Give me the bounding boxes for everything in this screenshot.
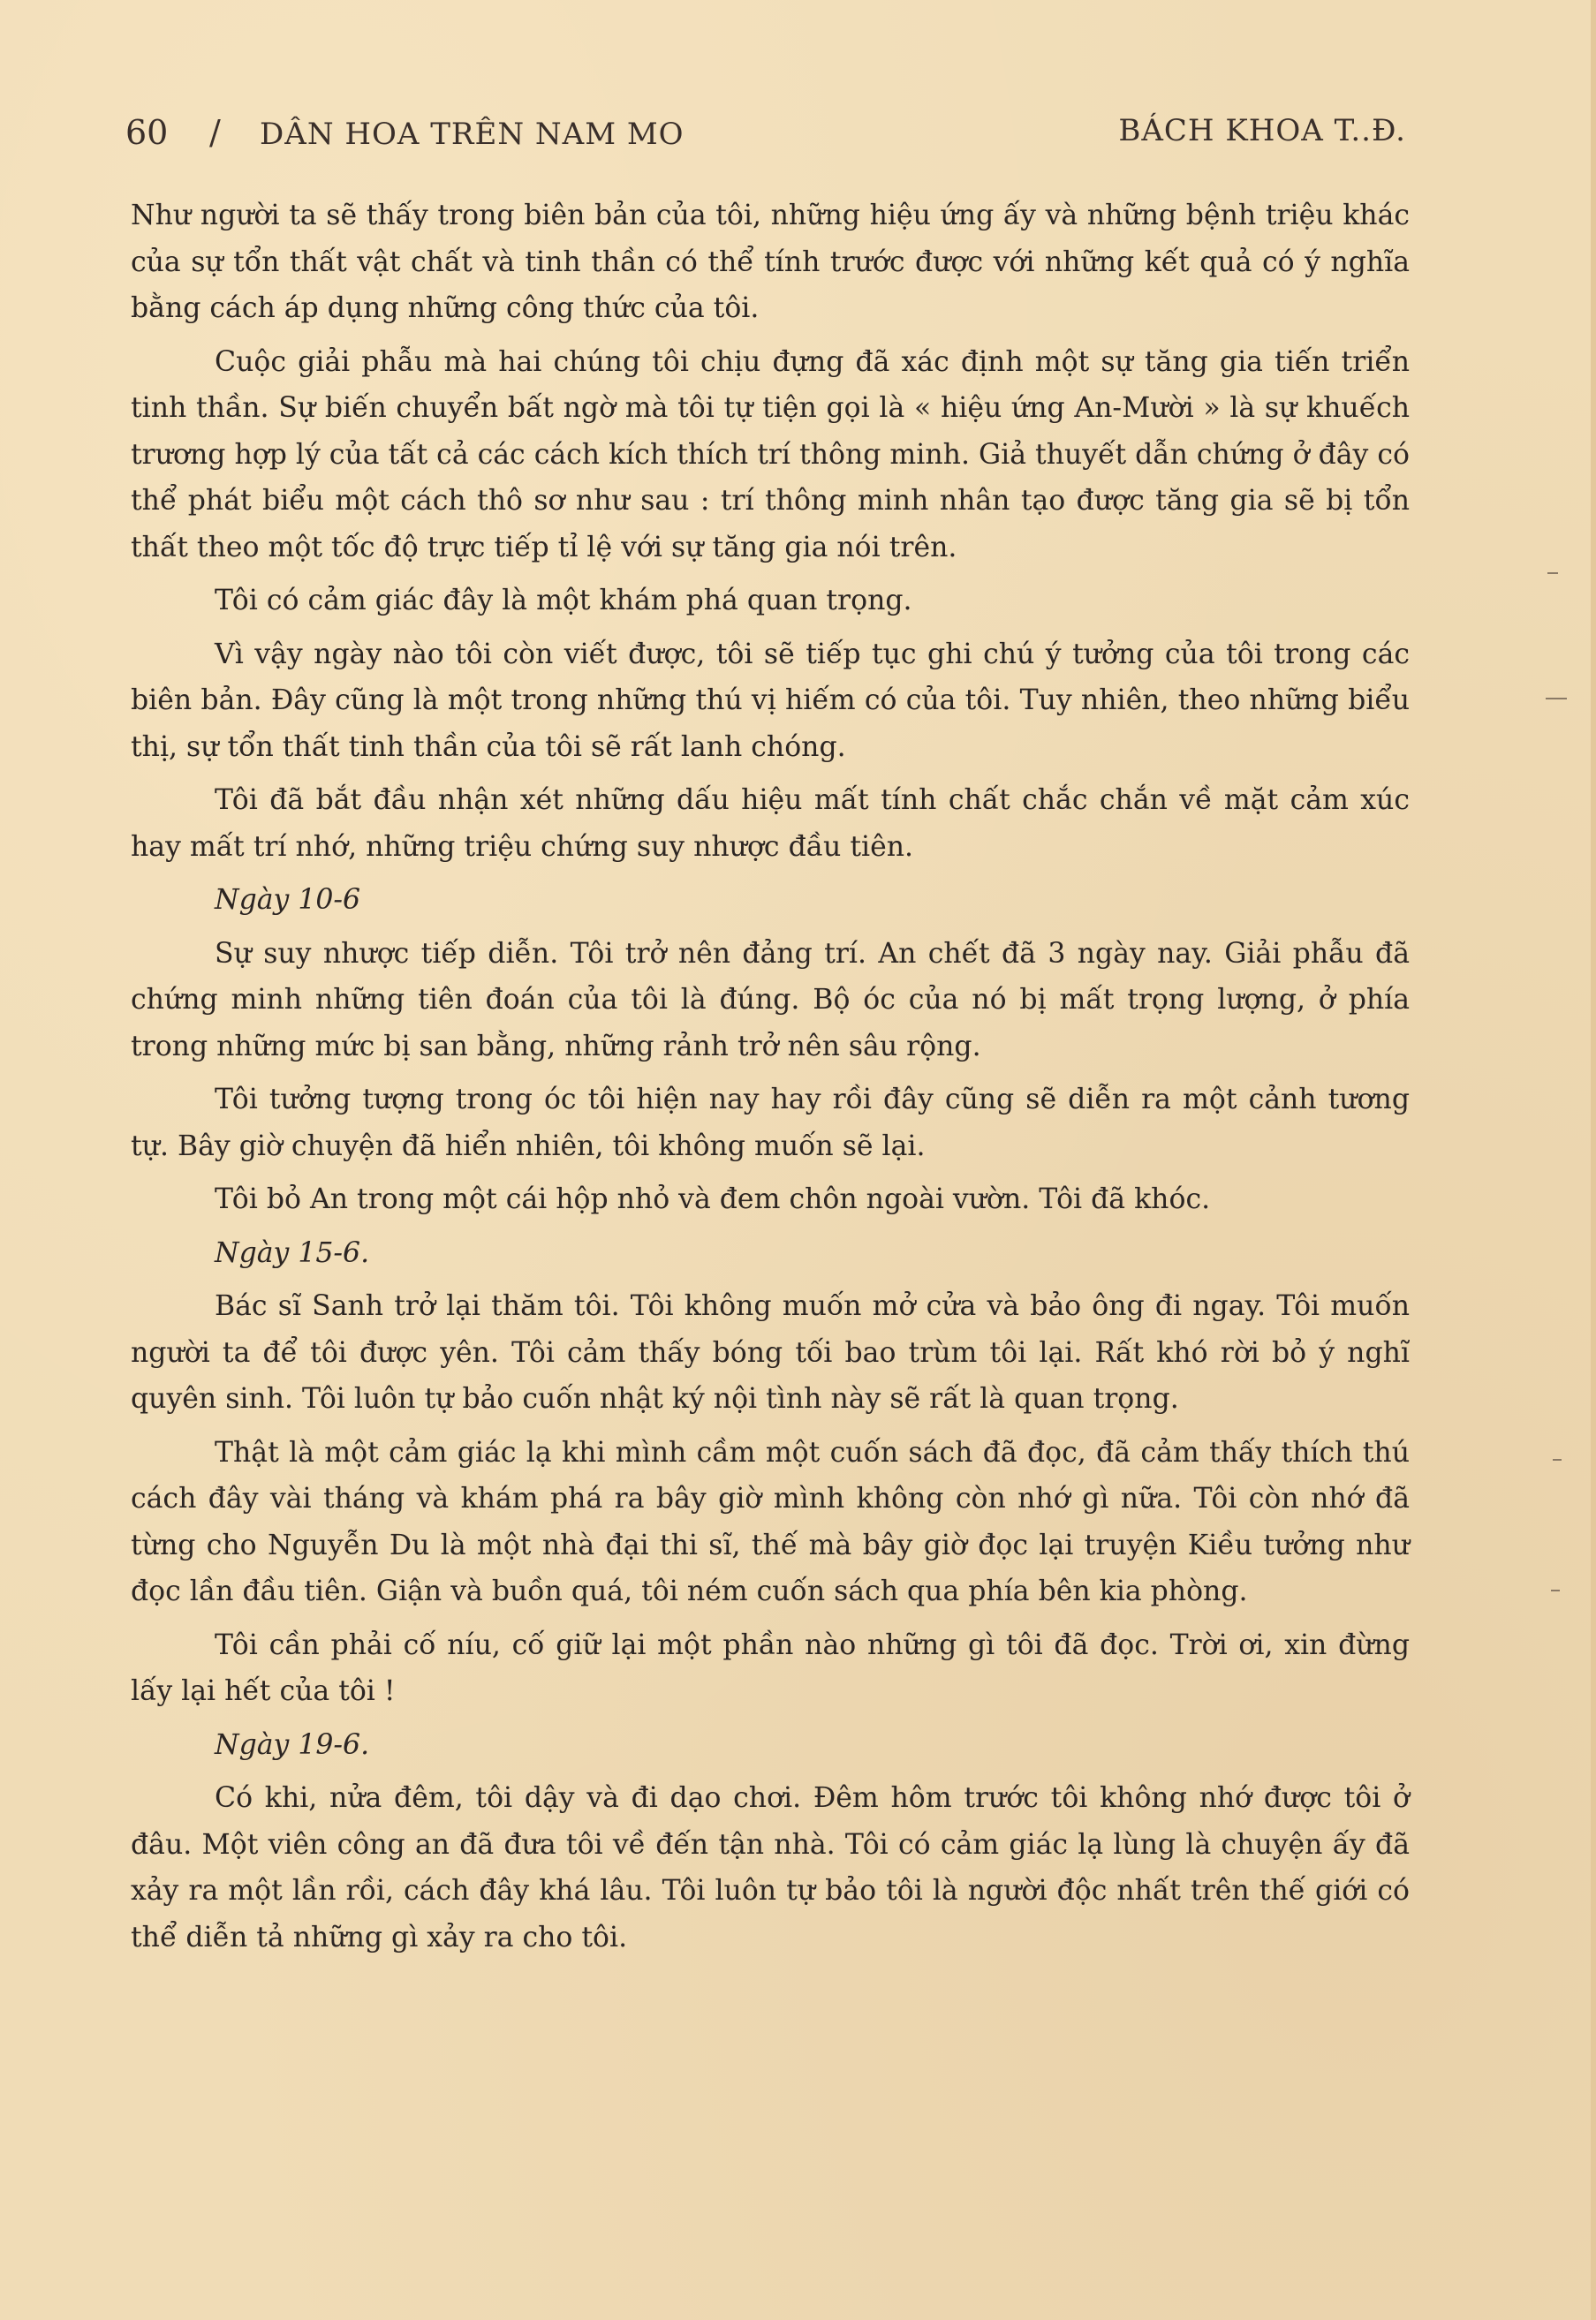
header-separator: /	[209, 113, 221, 152]
paragraph: Như người ta sẽ thấy trong biên bản của tôi, những hiệu ứng ấy và những bệnh triệu khác của sự tổn thất vật chất và tinh thần có thể tính trước được với những kết quả có ý nghĩa bằng cách áp dụng những công thức của tôi.	[131, 200, 1410, 324]
page-edge	[1591, 0, 1596, 2320]
paper-mark	[1551, 1590, 1560, 1591]
paragraph: Cuộc giải phẫu mà hai chúng tôi chịu đựng đã xác định một sự tăng gia tiến triển tinh thần. Sự biến chuyển bất ngờ mà tôi tự tiện gọi là « hiệu ứng An-Mười » là sự khuếch trương hợp lý của tất cả các cách kích thích trí thông minh. Giả thuyết dẫn chứng ở đây có thể phát biểu một cách thô sơ như sau : trí thông minh nhân tạo được tăng gia sẽ bị tổn thất theo một tốc độ trực tiếp tỉ lệ với sự tăng gia nói trên.	[131, 345, 1410, 563]
paragraph: Tôi cần phải cố níu, cố giữ lại một phần nào những gì tôi đã đọc. Trời ơi, xin đừng lấy lại hết của tôi !	[131, 1629, 1410, 1707]
paragraph: Tôi đã bắt đầu nhận xét những dấu hiệu mất tính chất chắc chắn về mặt cảm xúc hay mất trí nhớ, những triệu chứng suy nhược đầu tiên.	[131, 784, 1410, 863]
body-text	[131, 193, 1410, 1968]
diary-date: Ngày 10-6	[215, 884, 361, 916]
paragraph: Có khi, nửa đêm, tôi dậy và đi dạo chơi. Đêm hôm trước tôi không nhớ được tôi ở đâu. Một viên công an đã đưa tôi về đến tận nhà. Tôi có cảm giác lạ lùng là chuyện ấy đã xảy ra một lần rồi, cách đây khá lâu. Tôi luôn tự bảo tôi là người độc nhất trên thế giới có thể diễn tả những gì xảy ra cho tôi.	[131, 1782, 1410, 1953]
book-title: DÂN HOA TRÊN NAM MO	[260, 117, 685, 152]
series-title: BÁCH KHOA T..Đ.	[1118, 113, 1406, 148]
paper-mark	[1547, 572, 1558, 574]
paragraph: Sự suy nhược tiếp diễn. Tôi trở nên đảng trí. An chết đã 3 ngày nay. Giải phẫu đã chứng minh những tiên đoán của tôi là đúng. Bộ óc của nó bị mất trọng lượng, ở phía trong những mức bị san bằng, những rảnh trở nên sâu rộng.	[131, 937, 1410, 1062]
paragraph: Tôi tưởng tượng trong óc tôi hiện nay hay rồi đây cũng sẽ diễn ra một cảnh tương tự. Bây giờ chuyện đã hiển nhiên, tôi không muốn sẽ lại.	[131, 1084, 1410, 1162]
diary-date: Ngày 19-6.	[215, 1728, 370, 1761]
paragraph: Tôi bỏ An trong một cái hộp nhỏ và đem chôn ngoài vườn. Tôi đã khóc.	[215, 1183, 1211, 1215]
paper-mark	[1553, 1459, 1562, 1461]
paper-mark	[1546, 698, 1567, 699]
paragraph: Bác sĩ Sanh trở lại thăm tôi. Tôi không muốn mở cửa và bảo ông đi ngay. Tôi muốn người ta để tôi được yên. Tôi cảm thấy bóng tối bao trùm tôi lại. Rất khó rời bỏ ý nghĩ quyên sinh. Tôi luôn tự bảo cuốn nhật ký nội tình này sẽ rất là quan trọng.	[131, 1290, 1410, 1415]
paragraph: Vì vậy ngày nào tôi còn viết được, tôi sẽ tiếp tục ghi chú ý tưởng của tôi trong các biên bản. Đây cũng là một trong những thú vị hiếm có của tôi. Tuy nhiên, theo những biểu thị, sự tổn thất tinh thần của tôi sẽ rất lanh chóng.	[131, 638, 1410, 763]
diary-date: Ngày 15-6.	[215, 1236, 370, 1269]
paragraph: Thật là một cảm giác lạ khi mình cầm một cuốn sách đã đọc, đã cảm thấy thích thú cách đây vài tháng và khám phá ra bây giờ mình không còn nhớ gì nữa. Tôi còn nhớ đã từng cho Nguyễn Du là một nhà đại thi sĩ, thế mà bây giờ đọc lại truyện Kiều tưởng như đọc lần đầu tiên. Giận và buồn quá, tôi ném cuốn sách qua phía bên kia phòng.	[131, 1436, 1410, 1607]
running-header	[125, 113, 1406, 166]
paragraph: Tôi có cảm giác đây là một khám phá quan trọng.	[215, 585, 912, 616]
page-number: 60	[125, 113, 169, 152]
